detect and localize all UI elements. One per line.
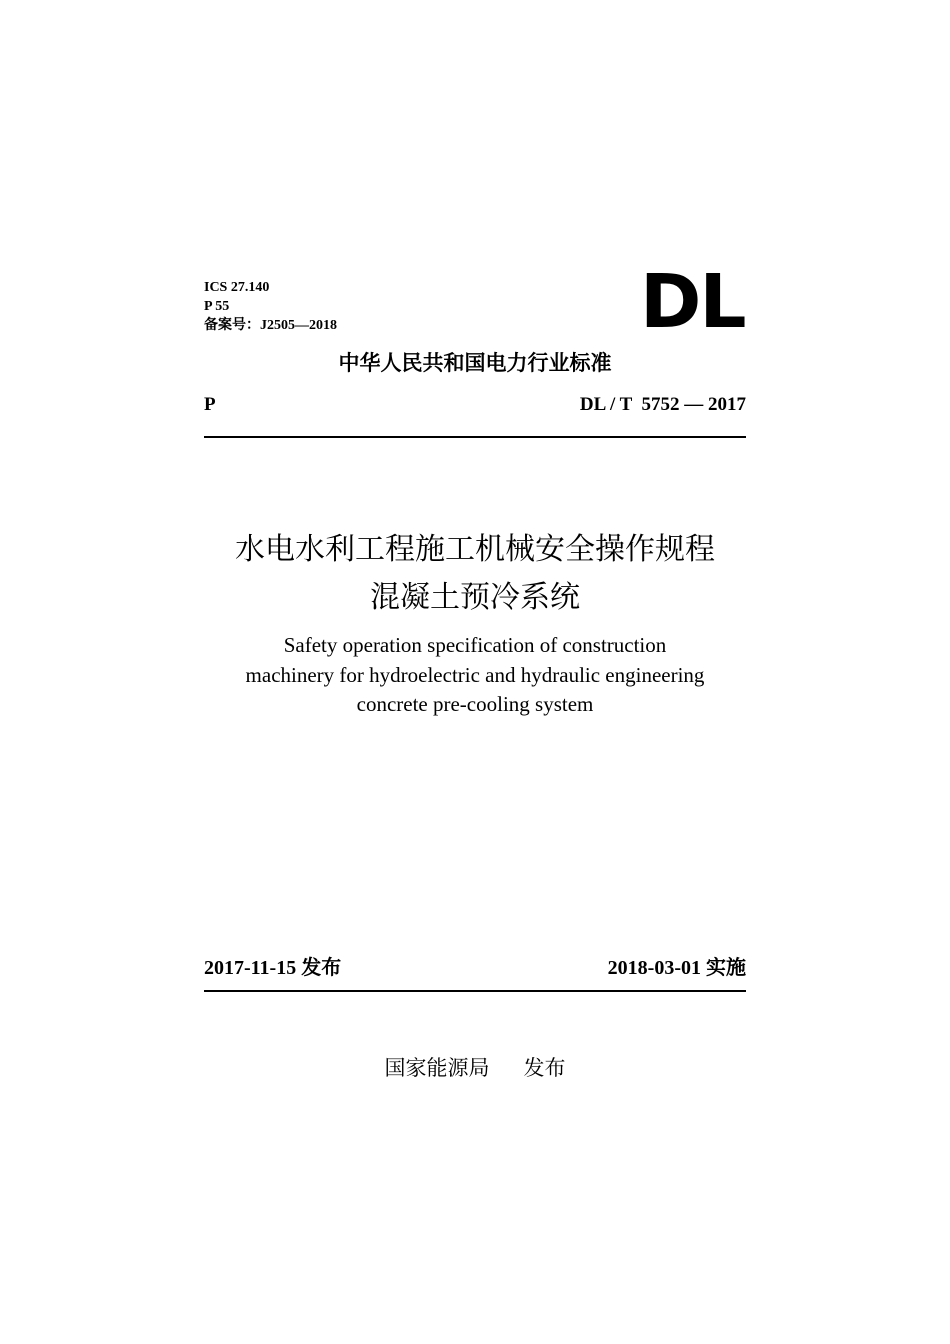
english-title: [150, 631, 800, 720]
english-title-line-1: Safety operation specification of construction: [283, 633, 667, 657]
issue-date: 2017-11-15 发布: [204, 957, 342, 979]
dl-logo: DL: [640, 259, 745, 345]
chinese-title-line-2: 混凝土预冷系统: [370, 580, 580, 615]
chinese-title-line-1: 水电水利工程施工机械安全操作规程: [235, 532, 715, 567]
bottom-divider: [204, 990, 746, 992]
publisher-name: 国家能源局: [384, 1056, 490, 1080]
implementation-date: 2018-03-01 实施: [607, 957, 746, 979]
record-number: 备案号：J2505—2018: [204, 318, 337, 333]
class-code: P: [204, 394, 216, 415]
classification-block: [204, 278, 504, 335]
standard-number: DL / T 5752 — 2017: [579, 394, 746, 415]
publisher-action: 发布: [523, 1056, 566, 1080]
english-title-line-2: machinery for hydroelectric and hydraulic engineering: [245, 662, 705, 687]
ccs-code: P 55: [204, 299, 230, 314]
english-title-line-3: concrete pre-cooling system: [356, 692, 594, 716]
standard-category-heading: 中华人民共和国电力行业标准: [338, 351, 612, 375]
chinese-title: [150, 526, 800, 622]
ics-code: ICS 27.140: [204, 280, 270, 295]
publisher-line: [204, 1053, 746, 1083]
top-divider: [204, 436, 746, 438]
